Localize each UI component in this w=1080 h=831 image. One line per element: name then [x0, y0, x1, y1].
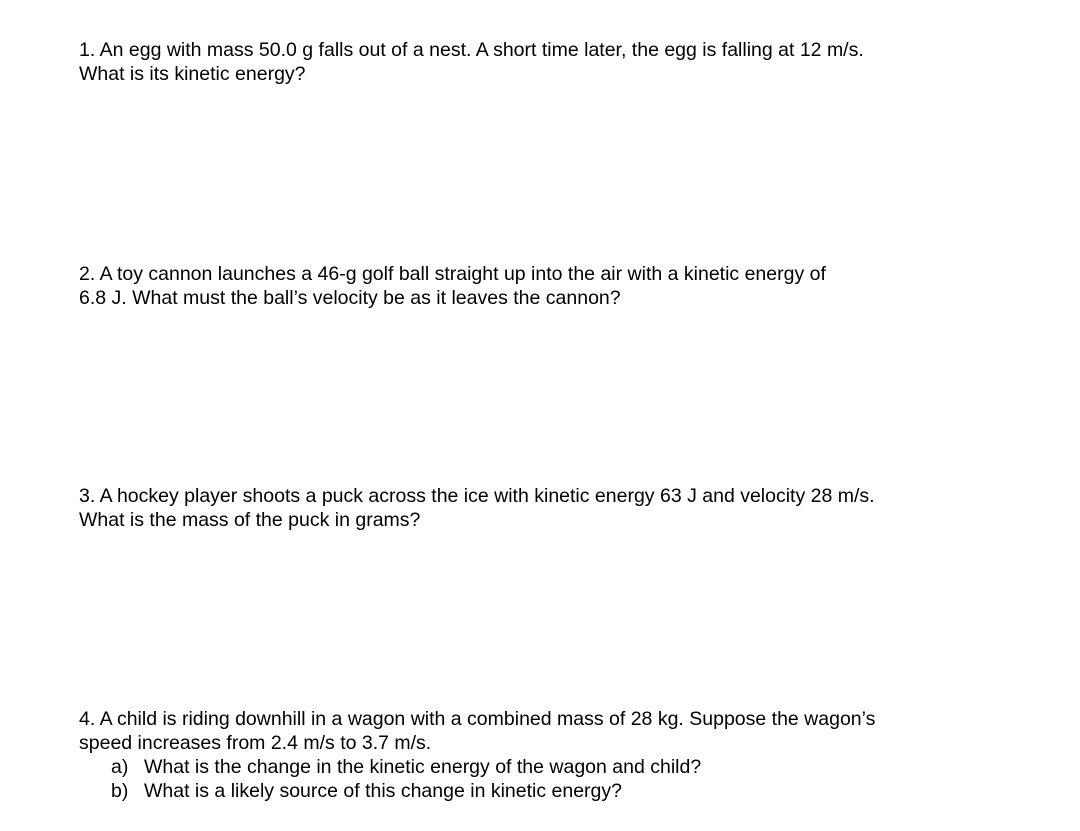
question-4-line-1: 4. A child is riding downhill in a wagon with a combined mass of 28 kg. Suppose the wagon’s	[79, 708, 876, 730]
question-3	[79, 484, 979, 532]
question-4-sub-item-a	[79, 755, 979, 779]
question-4-sub-item-b	[79, 779, 979, 803]
question-4	[79, 707, 979, 803]
question-1	[79, 38, 979, 86]
question-2-line-1: 2. A toy cannon launches a 46-g golf ball straight up into the air with a kinetic energy of	[79, 263, 826, 285]
sub-item-text: What is the change in the kinetic energy of the wagon and child?	[144, 756, 702, 778]
sub-item-marker: b)	[111, 780, 129, 802]
question-1-line-1: 1. An egg with mass 50.0 g falls out of a nest. A short time later, the egg is falling at 12 m/s.	[79, 39, 864, 61]
question-1-line-2: What is its kinetic energy?	[79, 63, 306, 85]
sub-item-marker: a)	[111, 756, 129, 778]
question-2-line-2: 6.8 J. What must the ball’s velocity be as it leaves the cannon?	[79, 287, 621, 309]
question-4-sub-list	[79, 755, 979, 803]
question-3-line-1: 3. A hockey player shoots a puck across the ice with kinetic energy 63 J and velocity 28 m/s.	[79, 485, 875, 507]
sub-item-text: What is a likely source of this change in kinetic energy?	[144, 780, 622, 802]
question-3-line-2: What is the mass of the puck in grams?	[79, 509, 421, 531]
question-4-line-2: speed increases from 2.4 m/s to 3.7 m/s.	[79, 732, 432, 754]
question-2	[79, 262, 979, 310]
